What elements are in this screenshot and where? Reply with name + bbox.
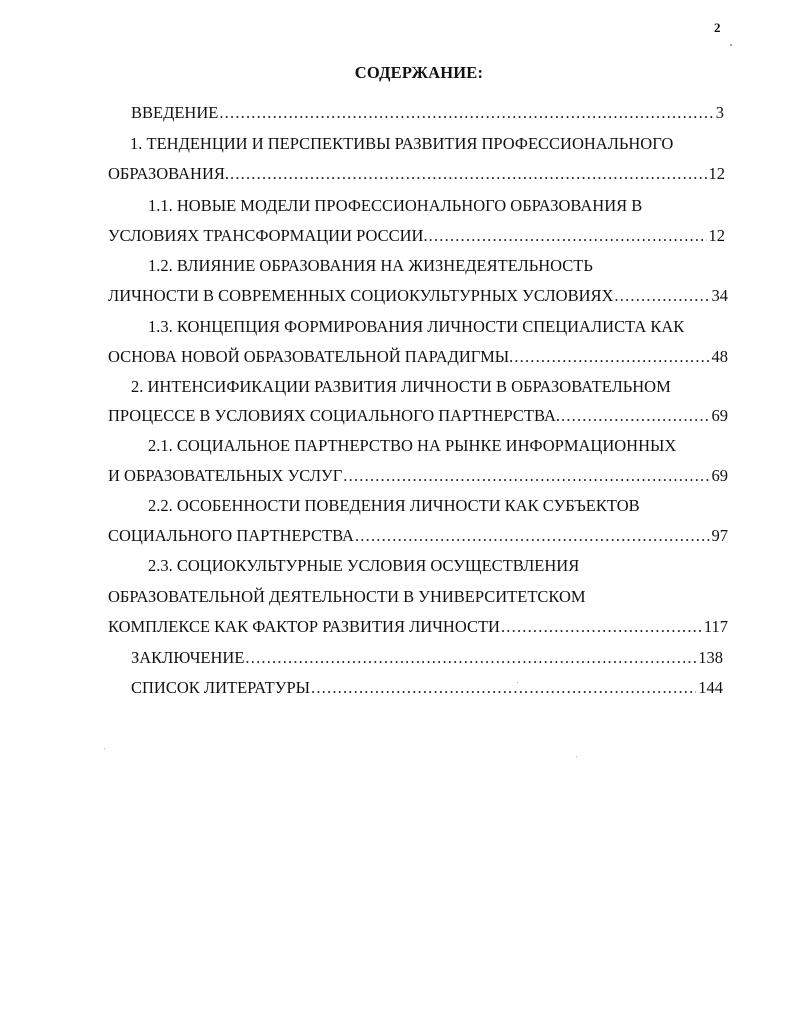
toc-entry-section-1-1[interactable]: [108, 223, 725, 249]
toc-entry-page: 34: [711, 286, 728, 305]
toc-entry-title: ОСНОВА НОВОЙ ОБРАЗОВАТЕЛЬНОЙ ПАРАДИГМЫ.: [108, 347, 514, 366]
dot-leader: [561, 403, 710, 429]
toc-entry-page: 3: [715, 103, 724, 122]
scan-speck: [104, 748, 105, 749]
toc-entry-section-1-2[interactable]: [108, 283, 728, 309]
dot-leader: [355, 523, 710, 549]
toc-entry-title: УСЛОВИЯХ ТРАНСФОРМАЦИИ РОССИИ.: [108, 226, 428, 245]
toc-entry-section-1-1-line-1[interactable]: 1.1. НОВЫЕ МОДЕЛИ ПРОФЕССИОНАЛЬНОГО ОБРАЗОВАНИЯ В: [148, 196, 643, 215]
toc-entry-page: 138: [698, 648, 723, 667]
toc-entry-section-1-3-line-1[interactable]: 1.3. КОНЦЕПЦИЯ ФОРМИРОВАНИЯ ЛИЧНОСТИ СПЕЦИАЛИСТА КАК: [148, 317, 685, 336]
toc-entry-title: И ОБРАЗОВАТЕЛЬНЫХ УСЛУГ: [108, 466, 343, 485]
toc-entry-chapter-2-line-1[interactable]: 2. ИНТЕНСИФИКАЦИИ РАЗВИТИЯ ЛИЧНОСТИ В ОБРАЗОВАТЕЛЬНОМ: [131, 377, 671, 396]
toc-entry-page: 12: [708, 164, 725, 183]
dot-leader: [429, 223, 707, 249]
toc-entry-title: ЛИЧНОСТИ В СОВРЕМЕННЫХ СОЦИОКУЛЬТУРНЫХ УСЛОВИЯХ: [108, 286, 614, 305]
dot-leader: [614, 283, 709, 309]
toc-entry-page: 48: [711, 347, 728, 366]
dot-leader: [311, 675, 696, 701]
toc-entry-section-2-1[interactable]: [108, 463, 728, 489]
toc-entry-introduction[interactable]: [131, 100, 724, 126]
toc-entry-page: 117: [703, 617, 728, 636]
scan-speck: [517, 682, 518, 683]
toc-entry-section-1-3[interactable]: [108, 344, 728, 370]
toc-entry-section-2-2[interactable]: [108, 523, 728, 549]
toc-entry-page: 144: [698, 678, 723, 697]
toc-entry-title: СПИСОК ЛИТЕРАТУРЫ: [131, 678, 311, 697]
dot-leader: [343, 463, 709, 489]
toc-entry-title: ОБРАЗОВАНИЯ.: [108, 164, 229, 183]
toc-entry-chapter-2[interactable]: [108, 403, 728, 429]
toc-entry-chapter-1-line-1[interactable]: 1. ТЕНДЕНЦИИ И ПЕРСПЕКТИВЫ РАЗВИТИЯ ПРОФЕССИОНАЛЬНОГО: [130, 134, 674, 153]
toc-entry-section-2-3[interactable]: [108, 614, 728, 640]
dot-leader: [514, 344, 709, 370]
toc-entry-section-2-2-line-1[interactable]: 2.2. ОСОБЕННОСТИ ПОВЕДЕНИЯ ЛИЧНОСТИ КАК СУБЪЕКТОВ: [148, 496, 640, 515]
toc-entry-title: СОЦИАЛЬНОГО ПАРТНЕРСТВА: [108, 526, 354, 545]
dot-leader: [230, 161, 707, 187]
toc-entry-title: ЗАКЛЮЧЕНИЕ: [131, 648, 245, 667]
dot-leader: [501, 614, 702, 640]
toc-entry-title: КОМПЛЕКСЕ КАК ФАКТОР РАЗВИТИЯ ЛИЧНОСТИ: [108, 617, 500, 636]
toc-entry-chapter-1[interactable]: [108, 161, 725, 187]
toc-entry-section-2-1-line-1[interactable]: 2.1. СОЦИАЛЬНОЕ ПАРТНЕРСТВО НА РЫНКЕ ИНФОРМАЦИОННЫХ: [148, 436, 677, 455]
scan-speck: [576, 756, 577, 757]
page-number: 2: [714, 20, 721, 35]
toc-entry-conclusion[interactable]: [131, 645, 723, 671]
dot-leader: [245, 645, 696, 671]
toc-entry-section-1-2-line-1[interactable]: 1.2. ВЛИЯНИЕ ОБРАЗОВАНИЯ НА ЖИЗНЕДЕЯТЕЛЬНОСТЬ: [148, 256, 593, 275]
toc-entry-page: 97: [711, 526, 728, 545]
dot-leader: [219, 100, 713, 126]
toc-entry-section-2-3-line-1[interactable]: 2.3. СОЦИОКУЛЬТУРНЫЕ УСЛОВИЯ ОСУЩЕСТВЛЕНИЯ: [148, 556, 580, 575]
scan-speck: [730, 44, 732, 46]
toc-entry-page: 69: [711, 466, 728, 485]
toc-entry-section-2-3-line-2[interactable]: ОБРАЗОВАТЕЛЬНОЙ ДЕЯТЕЛЬНОСТИ В УНИВЕРСИТЕТСКОМ: [108, 587, 586, 606]
toc-title: СОДЕРЖАНИЕ:: [354, 63, 484, 82]
toc-entry-bibliography[interactable]: [131, 675, 723, 701]
toc-entry-title: ВВЕДЕНИЕ: [131, 103, 219, 122]
toc-entry-page: 12: [708, 226, 725, 245]
toc-entry-title: ПРОЦЕССЕ В УСЛОВИЯХ СОЦИАЛЬНОГО ПАРТНЕРСТВА.: [108, 406, 560, 425]
toc-entry-page: 69: [711, 406, 728, 425]
